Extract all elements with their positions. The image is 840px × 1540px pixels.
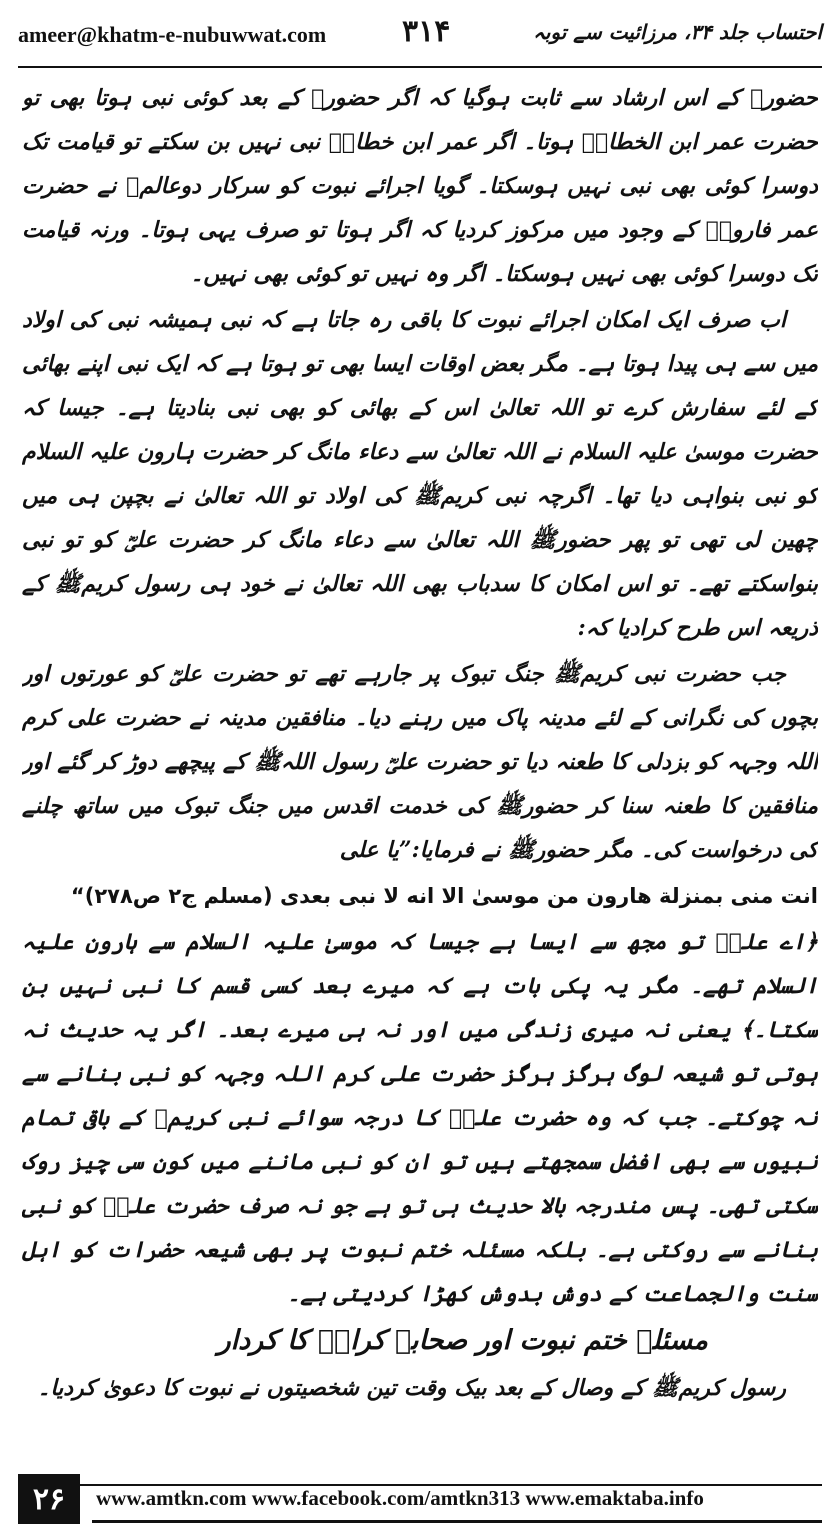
- paragraph-1: حضورﷺ کے اس ارشاد سے ثابت ہوگیا کہ اگر حضورﷺ کے بعد کوئی نبی ہوتا بھی تو حضرت عمر ابن الخطابؓ ہوتا۔ اگر عمر ابن خطابؓ نبی نہیں بن سکتے تو قیامت تک دوسرا کوئی بھی نبی نہیں ہوسکتا۔ گویا اجرائے نبوت کو سرکار دوعالمﷺ نے حضرت عمر فاروقؓ کے وجود میں مرکوز کردیا کہ اگر ہوتا تو صرف یہی ہوتا۔ ورنہ قیامت تک دوسرا کوئی بھی نہیں ہوسکتا۔ اگر وہ نہیں تو کوئی بھی نہیں۔: [22, 85, 818, 287]
- page-header: [18, 10, 822, 66]
- header-email: ameer@khatm-e-nubuwwat.com: [18, 22, 327, 47]
- footer-page-number: ۲۶: [18, 1474, 80, 1524]
- footer-bottom-rule: [92, 1520, 822, 1523]
- footer-links: www.amtkn.com www.facebook.com/amtkn313 www.emaktaba.info: [96, 1486, 704, 1510]
- paragraph-3: جب حضرت نبی کریمﷺ جنگ تبوک پر جارہے تھے تو حضرت علیؓ کو عورتوں اور بچوں کی نگرانی کے لئے مدینہ پاک میں رہنے دیا۔ منافقین مدینہ نے حضرت علی کرم اللہ وجہہ کو بزدلی کا طعنہ دیا تو حضرت علیؓ رسول اللہﷺ کے پیچھے دوڑ کر گئے اور منافقین کا طعنہ سنا کر حضورﷺ کی خدمت اقدس میں جنگ تبوک میں ساتھ چلنے کی درخواست کی۔ مگر حضورﷺ نے فرمایا:”یا علی: [22, 661, 818, 863]
- hadith-translation: ﴿اے علیؓ تو مجھ سے ایسا ہے جیسا کہ موسیٰ علیہ السلام سے ہارون علیہ السلام تھے۔ مگر یہ پکی بات ہے کہ میرے بعد کسی قسم کا نبی نہیں بن سکتا۔﴾ یعنی نہ میری زندگی میں اور نہ ہی میرے بعد۔ اگر یہ حدیث نہ ہوتی تو شیعہ لوگ ہرگز ہرگز حضرت علی کرم اللہ وجہہ کو نبی بنانے سے نہ چوکتے۔ جب کہ وہ حضرت علیؓ کا درجہ سوائے نبی کریمﷺ کے باقی تمام نبیوں سے بھی افضل سمجھتے ہیں تو ان کو نبی ماننے میں کون سی چیز روک سکتی تھی۔ پس مندرجہ بالا حدیث ہی تو ہے جو نہ صرف حضرت علیؓ کو نبی بنانے سے روکتی ہے۔ بلکہ مسئلہ ختم نبوت پر بھی شیعہ حضرات کو اہل سنت والجماعت کے دوش بدوش کھڑا کردیتی ہے۔: [22, 929, 818, 1307]
- section-heading: مسئلہ ختم نبوت اور صحابہ کرامؓ کا کردار: [217, 1325, 708, 1356]
- page-body: [22, 76, 818, 1446]
- hadith-arabic: انت منی بمنزلة هارون من موسیٰ الا انه لا نبی بعدی (مسلم ج۲ ص۲۷۸)“: [70, 884, 818, 908]
- page-footer: [18, 1474, 822, 1524]
- header-divider: [18, 66, 822, 68]
- closing-line: رسول کریمﷺ کے وصال کے بعد بیک وقت تین شخصیتوں نے نبوت کا دعویٰ کردیا۔: [37, 1375, 786, 1401]
- header-book-title: احتساب جلد ۳۴، مرزائیت سے توبہ: [533, 20, 822, 44]
- header-page-number: ۳۱۴: [402, 14, 451, 49]
- paragraph-2: اب صرف ایک امکان اجرائے نبوت کا باقی رہ جاتا ہے کہ نبی ہمیشہ نبی کی اولاد میں سے ہی پیدا ہوتا ہے۔ مگر بعض اوقات ایسا بھی تو ہوتا ہے کہ ایک نبی اپنے بھائی کے لئے سفارش کرے تو اللہ تعالیٰ اس کے بھائی کو بھی نبی بنادیتا ہے۔ جیسا کہ حضرت موسیٰ علیہ السلام نے اللہ تعالیٰ سے دعاء مانگ کر حضرت ہارون علیہ السلام کو نبی بنواہی دیا تھا۔ اگرچہ نبی کریمﷺ کی اولاد تو اللہ تعالیٰ نے بچپن ہی میں چھین لی تھی تو پھر حضورﷺ اللہ تعالیٰ سے دعاء مانگ کر حضرت علیؓ کو تو نبی بنواسکتے تھے۔ تو اس امکان کا سدباب بھی اللہ تعالیٰ نے خود ہی رسول کریمﷺ کے ذریعہ اس طرح کرادیا کہ:: [22, 307, 818, 641]
